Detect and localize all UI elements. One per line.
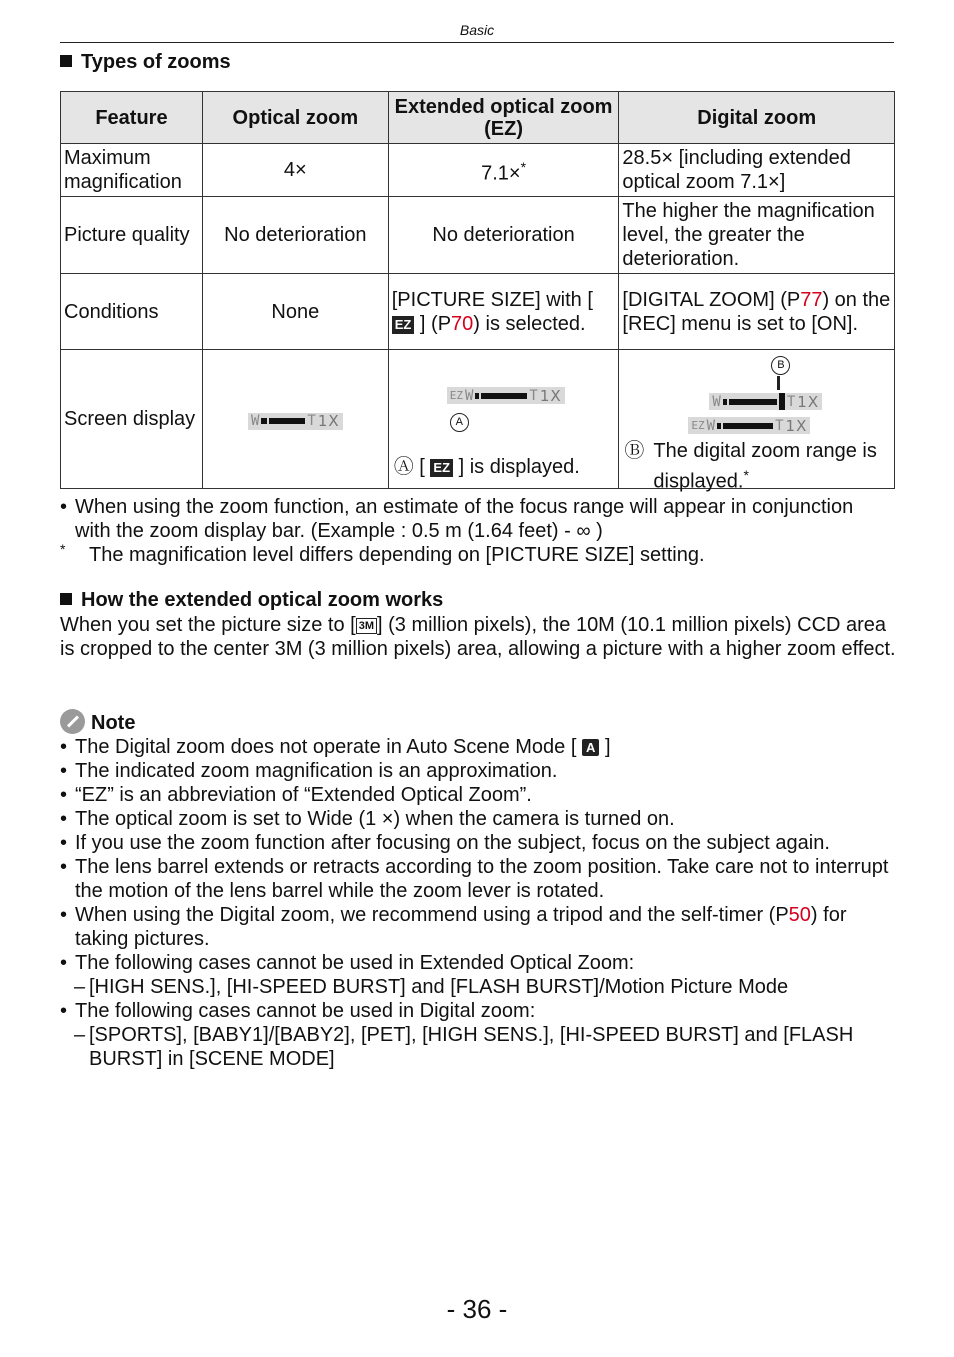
bullet: • [60, 760, 68, 782]
bar-w: W [706, 417, 716, 434]
list-item [60, 903, 896, 951]
bullet: • [60, 496, 68, 518]
cell-digital [619, 350, 895, 493]
marker-b-icon: B [771, 356, 790, 375]
zoom-bar-icon [248, 413, 343, 430]
bar-w: W [250, 413, 260, 429]
text: The magnification level differs depending on [PICTURE SIZE] setting. [89, 544, 705, 566]
header-ez [388, 92, 619, 144]
ez-screen-diagram [392, 373, 616, 478]
sub-list-item [60, 975, 896, 999]
bar-w: W [712, 393, 721, 410]
ez-value: 7.1× [481, 162, 521, 185]
table-notes [60, 495, 894, 567]
text: [ [419, 456, 425, 478]
bar-fill-small [261, 418, 267, 424]
bullet: • [60, 952, 68, 974]
cell-optical: None [202, 274, 388, 350]
text: [HIGH SENS.], [HI-SPEED BURST] and [FLASH BURST]/Motion Picture Mode [89, 976, 789, 998]
text: The lens barrel extends or retracts according to the zoom position. Take care not to interrupt the motion of the lens barrel while the zoom lever is rotated. [75, 856, 889, 902]
note-title: Note [91, 712, 136, 734]
section-title-ez [60, 589, 443, 612]
list-item [60, 759, 896, 783]
text: The following cases cannot be used in Extended Optical Zoom: [75, 952, 635, 974]
text: ) is selected. [473, 312, 586, 335]
footnote [60, 543, 894, 567]
bullet: • [60, 808, 68, 830]
bar-mag: 1X [797, 392, 820, 411]
cell-optical [202, 350, 388, 489]
page-link-70[interactable]: 70 [451, 312, 474, 335]
digital-screen-diagram [622, 353, 891, 493]
text: [PICTURE SIZE] with [ [391, 288, 593, 311]
bar-fill [729, 399, 777, 405]
bar-t: T [775, 417, 784, 434]
zoom-bar-ez-icon [688, 417, 810, 434]
cell-optical: No deterioration [202, 197, 388, 274]
bar-fill [269, 418, 305, 424]
section-title-types [60, 51, 231, 74]
list-item [60, 855, 896, 903]
footnote-mark: * [60, 541, 66, 557]
text: ] is displayed. [458, 456, 580, 478]
page-link-77[interactable]: 77 [800, 288, 823, 311]
cell-optical: 4× [202, 144, 388, 197]
bar-fill [481, 393, 527, 399]
table-row [61, 144, 895, 197]
bullet: • [60, 832, 68, 854]
text: The following cases cannot be used in Digital zoom: [75, 1000, 536, 1022]
bullet: • [60, 1000, 68, 1022]
cell-feature: Picture quality [61, 197, 203, 274]
bar-fill [723, 423, 773, 429]
bullet: • [60, 736, 68, 758]
bullet: • [60, 904, 68, 926]
section2-body [60, 613, 900, 661]
bar-w: W [464, 387, 474, 404]
cell-digital [619, 274, 895, 350]
note-mark: Ⓑ [624, 440, 645, 462]
text: “EZ” is an abbreviation of “Extended Optical Zoom”. [75, 784, 532, 806]
cell-ez [388, 274, 619, 350]
note-list [60, 735, 896, 1071]
cell-feature: Maximum magnification [61, 144, 203, 197]
table-row [61, 197, 895, 274]
text: ] [604, 736, 611, 758]
square-bullet-icon [60, 593, 72, 605]
section-title-text: Types of zooms [81, 51, 231, 73]
table-row [61, 350, 895, 489]
auto-scene-camera-icon: A [582, 739, 599, 756]
cell-feature: Screen display [61, 350, 203, 489]
list-item [60, 783, 896, 807]
page-number: - 36 - [446, 1294, 508, 1324]
square-bullet-icon [60, 55, 72, 67]
list-item [60, 831, 896, 855]
ez-icon: EZ [430, 459, 453, 477]
asterisk: * [520, 158, 527, 175]
text: [SPORTS], [BABY1]/[BABY2], [PET], [HIGH SENS.], [HI-SPEED BURST] and [FLASH BURST] in [SCENE MODE] [89, 1024, 854, 1070]
marker-b-line [777, 376, 780, 390]
table-row [61, 274, 895, 350]
list-item [60, 807, 896, 831]
text: ] (3 million pixels), the 10M (10.1 million pixels) CCD area is cropped to the center 3M (3 million pixels) area, allowing a picture with a higher zoom effect. [60, 614, 896, 660]
text: If you use the zoom function after focusing on the subject, focus on the subject again. [75, 832, 830, 854]
zoom-bar-ez-icon [447, 387, 565, 404]
list-item [60, 999, 896, 1023]
bar-fill-small [475, 393, 479, 399]
picture-size-3m-icon: 3M [356, 618, 377, 634]
header-digital: Digital zoom [619, 92, 895, 144]
bullet: • [60, 856, 68, 878]
page-header: Basic [459, 22, 495, 38]
bar-fill-small [723, 399, 727, 405]
page-link-50[interactable]: 50 [788, 904, 811, 926]
bar-ez: EZ [691, 418, 705, 432]
marker-a-icon: A [450, 413, 469, 432]
list-item [60, 735, 896, 759]
dash: – [74, 976, 86, 998]
header-ez-text: Extended optical zoom (EZ) [394, 95, 613, 140]
text: ) on the [REC] menu is set to [ON]. [622, 288, 891, 335]
header-feature: Feature [61, 92, 203, 144]
text: When you set the picture size to [ [60, 614, 356, 636]
ez-icon: EZ [392, 316, 415, 334]
dash: – [74, 1024, 86, 1046]
text: [DIGITAL ZOOM] (P [622, 288, 801, 311]
text: When using the Digital zoom, we recommend using a tripod and the self-timer (P [75, 904, 789, 926]
text: The Digital zoom does not operate in Auto Scene Mode [ [75, 736, 577, 758]
header-optical: Optical zoom [202, 92, 388, 144]
cell-ez [388, 350, 619, 489]
cell-ez [388, 144, 619, 197]
text: ] (P [419, 312, 452, 335]
bar-ez: EZ [449, 388, 463, 402]
bar-t: T [786, 393, 796, 410]
asterisk: * [743, 467, 749, 483]
list-item [60, 951, 896, 975]
zoom-types-table [60, 91, 895, 493]
bar-mag: 1X [785, 416, 808, 435]
section-title-text: How the extended optical zoom works [81, 589, 444, 611]
list-item [60, 495, 894, 543]
cell-digital: 28.5× [including extended optical zoom 7.1×] [619, 144, 895, 197]
sub-list-item [60, 1023, 896, 1071]
text: The optical zoom is set to Wide (1 ×) when the camera is turned on. [75, 808, 675, 830]
note-mark: Ⓐ [393, 456, 414, 478]
text: The digital zoom range is displayed. [653, 440, 877, 493]
cell-feature: Conditions [61, 274, 203, 350]
ez-screen-note [394, 455, 580, 479]
bar-fill-digital [779, 393, 785, 410]
digital-screen-note [624, 439, 892, 494]
note-heading [60, 709, 900, 735]
bar-t: T [529, 387, 538, 404]
pencil-note-icon [60, 709, 85, 734]
bullet: • [60, 784, 68, 806]
zoom-bar-icon [709, 393, 822, 410]
cell-digital: The higher the magnification level, the greater the deterioration. [619, 197, 895, 274]
text: When using the zoom function, an estimate of the focus range will appear in conjunction with the zoom display bar. (Example : 0.5 m (1.64 feet) - ∞ ) [75, 496, 854, 542]
bar-t: T [307, 413, 316, 429]
table-header-row [61, 92, 895, 144]
bar-mag: 1X [539, 386, 562, 405]
bar-fill-small [717, 423, 721, 429]
text: The indicated zoom magnification is an approximation. [75, 760, 558, 782]
cell-ez: No deterioration [388, 197, 619, 274]
bar-mag: 1X [317, 412, 340, 430]
header-rule [60, 42, 894, 43]
text: ) for taking pictures. [75, 904, 847, 950]
